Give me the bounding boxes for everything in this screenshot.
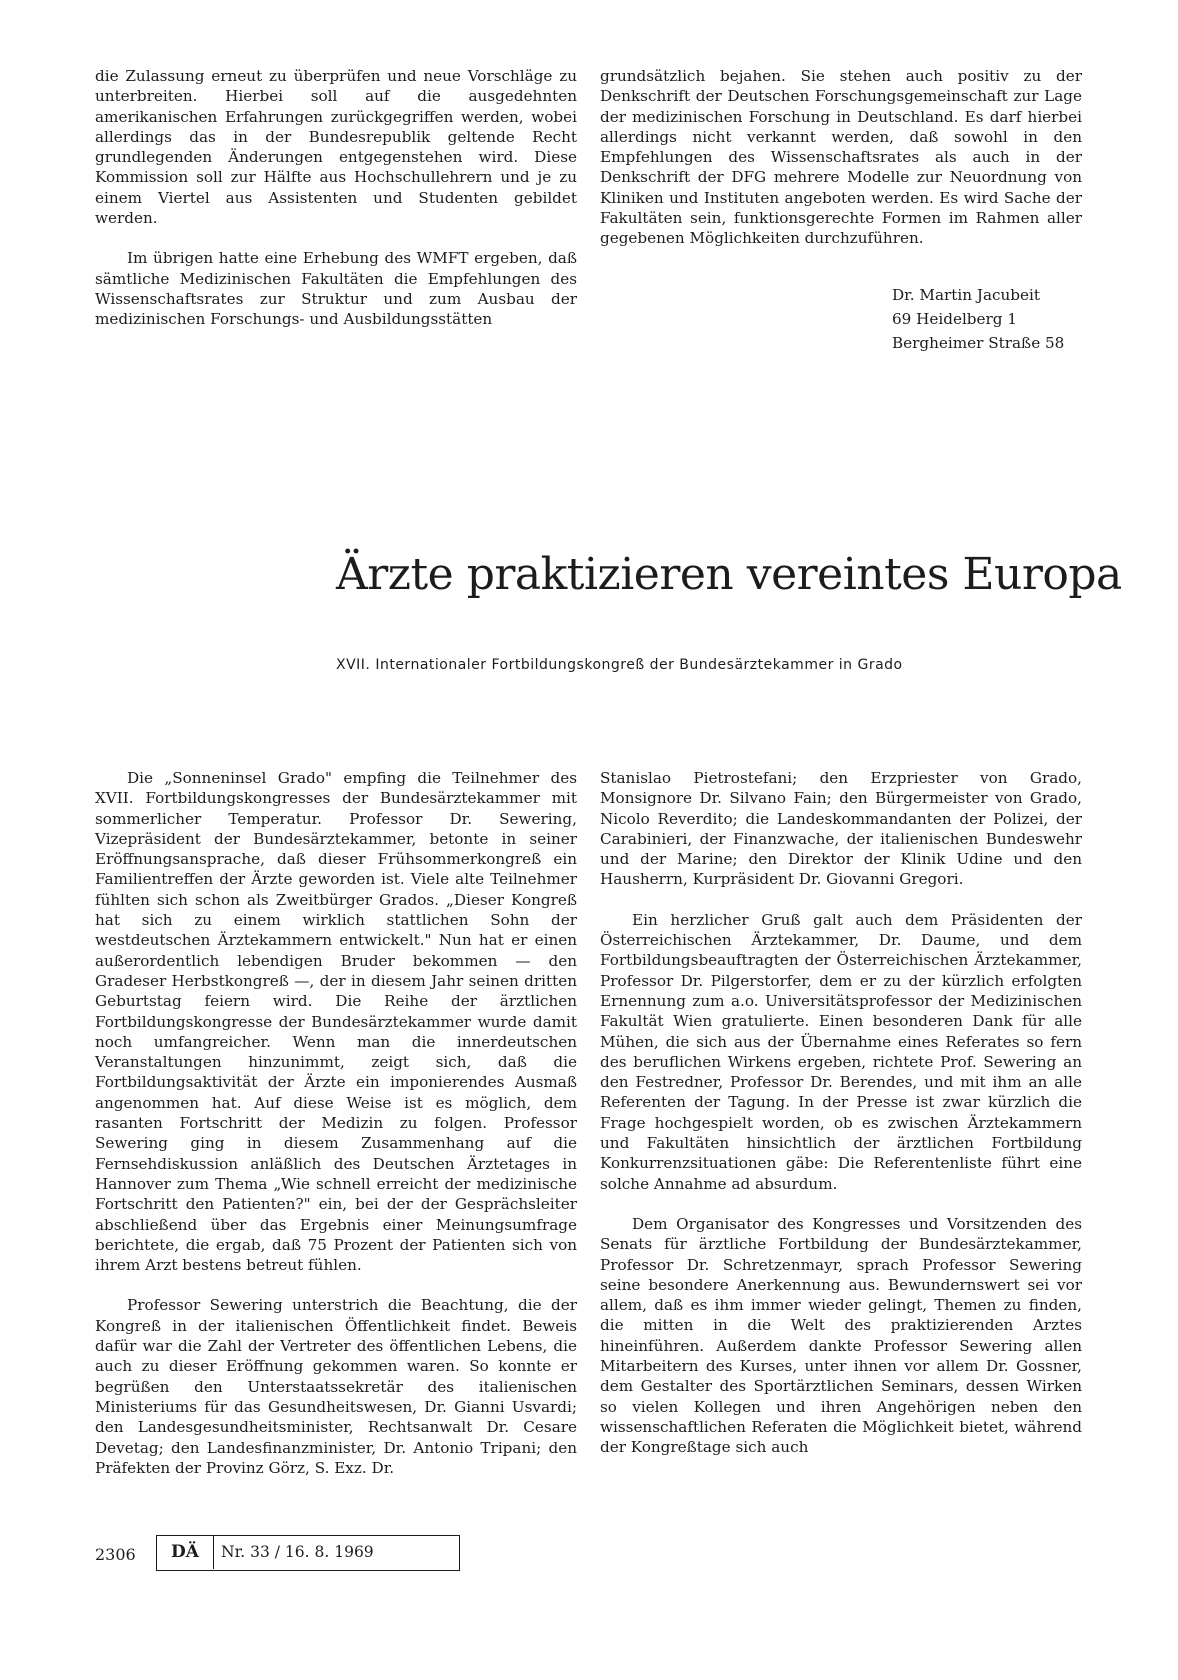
- issue-label: Nr. 33 / 16. 8. 1969: [221, 1543, 374, 1561]
- paragraph: Ein herzlicher Gruß galt auch dem Präsidenten der Österreichischen Ärztekammer, Dr. Daume, und dem Fortbildungsbeauftragten der Österreichischen Ärztekammer, Professor Dr. Pilgerstorfer, dem er zu der kürzlich erfolgten Ernennung zum a.o. Universitätsprofessor der Medizinischen Fakultät Wien gratulierte. Einen besonderen Dank für alle Mühen, die sich aus der Übernahme eines Referates so fern des beruflichen Wirkens ergeben, richtete Prof. Sewering an den Festredner, Professor Dr. Berendes, und mit ihm an alle Referenten der Tagung. In der Presse ist zwar kürzlich die Frage hochgespielt worden, ob es zwischen Ärztekammern und Fakultäten hinsichtlich der ärztlichen Fortbildung Konkurrenzsituationen gäbe: Die Referentenliste führt eine solche Annahme ad absurdum.: [600, 910, 1082, 1193]
- previous-article-column-right: [600, 66, 1082, 249]
- article-subtitle: XVII. Internationaler Fortbildungskongreß der Bundesärztekammer in Grado: [336, 657, 903, 673]
- paragraph: Die „Sonneninsel Grado" empfing die Teilnehmer des XVII. Fortbildungskongresses der Bundesärztekammer mit sommerlicher Temperatur. Professor Dr. Sewering, Vizepräsident der Bundesärztekammer, betonte in seiner Eröffnungsansprache, daß dieser Frühsommerkongreß ein Familientreffen der Ärzte geworden ist. Viele alte Teilnehmer fühlten sich schon als Zweitbürger Grados. „Dieser Kongreß hat sich zu einem wirklich stattlichen Sohn der westdeutschen Ärztekammern entwickelt." Nun hat er einen außerordentlich lebendigen Bruder bekommen — den Gradeser Herbstkongreß —, der in diesem Jahr seinen dritten Geburtstag feiern wird. Die Reihe der ärztlichen Fortbildungskongresse der Bundesärztekammer wurde damit noch umfangreicher. Wenn man die innerdeutschen Veranstaltungen hinzunimmt, zeigt sich, daß die Fortbildungsaktivität der Ärzte ein imponierendes Ausmaß angenommen hat. Auf diese Weise ist es möglich, dem rasanten Fortschritt der Medizin zu folgen. Professor Sewering ging in diesem Zusammenhang auf die Fernsehdiskussion anläßlich des Deutschen Ärztetages in Hannover zum Thema „Wie schnell erreicht der medizinische Fortschritt den Patienten?" ein, bei der der Gesprächsleiter abschließend über das Ergebnis einer Meinungsumfrage berichtete, die ergab, daß 75 Prozent der Patienten sich von ihrem Arzt bestens betreut fühlen.: [95, 769, 577, 1275]
- paragraph: die Zulassung erneut zu überprüfen und neue Vorschläge zu unterbreiten. Hierbei soll auf die ausgedehnten amerikanischen Erfahrungen zurückgegriffen werden, wobei allerdings das in der Bundesrepublik geltende Recht grundlegenden Änderungen entgegenstehen wird. Diese Kommission soll zur Hälfte aus Hochschullehrern und je zu einem Viertel aus Assistenten und Studenten gebildet werden.: [95, 67, 577, 228]
- page-number: 2306: [95, 1545, 136, 1564]
- paragraph: Professor Sewering unterstrich die Beachtung, die der Kongreß in der italienischen Öffentlichkeit findet. Beweis dafür war die Zahl der Vertreter des öffentlichen Lebens, die auch zu dieser Eröffnung gekommen waren. So konnte er begrüßen den Unterstaatssekretär des italienischen Ministeriums für das Gesundheitswesen, Dr. Gianni Usvardi; den Landesgesundheitsminister, Rechtsanwalt Dr. Cesare Devetag; den Landesfinanzminister, Dr. Antonio Tripani; den Präfekten der Provinz Görz, S. Exz. Dr.: [95, 1296, 577, 1477]
- signature-name: Dr. Martin Jacubeit: [892, 286, 1040, 304]
- letter-signature: [892, 283, 1112, 355]
- article-column-left: [95, 768, 577, 1478]
- journal-logo: DÄ: [157, 1536, 214, 1569]
- paragraph: Im übrigen hatte eine Erhebung des WMFT ergeben, daß sämtliche Medizinischen Fakultäten die Empfehlungen des Wissenschaftsrates zur Struktur und zum Ausbau der medizinischen Forschungs- und Ausbildungsstätten: [95, 249, 577, 329]
- article-title: Ärzte praktizieren vereintes Europa: [336, 549, 1122, 600]
- paragraph: Stanislao Pietrostefani; den Erzpriester von Grado, Monsignore Dr. Silvano Fain; den Bürgermeister von Grado, Nicolo Reverdito; die Landeskommandanten der Polizei, der Carabinieri, der Finanzwache, der italienischen Bundeswehr und der Marine; den Direktor der Klinik Udine und den Hausherrn, Kurpräsident Dr. Giovanni Gregori.: [600, 769, 1082, 889]
- paragraph: grundsätzlich bejahen. Sie stehen auch positiv zu der Denkschrift der Deutschen Forschungsgemeinschaft zur Lage der medizinischen Forschung in Deutschland. Es darf hierbei allerdings nicht verkannt werden, daß sowohl in den Empfehlungen des Wissenschaftsrates als auch in der Denkschrift der DFG mehrere Modelle zur Neuordnung von Kliniken und Instituten angeboten werden. Es wird Sache der Fakultäten sein, funktionsgerechte Formen im Rahmen aller gegebenen Möglichkeiten durchzuführen.: [600, 67, 1082, 248]
- previous-article-column-left: [95, 66, 577, 330]
- article-column-right: [600, 768, 1082, 1458]
- paragraph: Dem Organisator des Kongresses und Vorsitzenden des Senats für ärztliche Fortbildung der Bundesärztekammer, Professor Dr. Schretzenmayr, sprach Professor Sewering seine besondere Anerkennung aus. Bewundernswert sei vor allem, daß es ihm immer wieder gelingt, Themen zu finden, die mitten in die Welt des praktizierenden Arztes hineinführen. Außerdem dankte Professor Sewering allen Mitarbeitern des Kurses, unter ihnen vor allem Dr. Gossner, dem Gestalter des Sportärztlichen Seminars, dessen Wirken so vielen Kollegen und ihren Angehörigen neben den wissenschaftlichen Referaten die Möglichkeit bietet, während der Kongreßtage sich auch: [600, 1214, 1082, 1457]
- signature-city: 69 Heidelberg 1: [892, 310, 1017, 328]
- journal-issue-box: [156, 1535, 460, 1571]
- signature-street: Bergheimer Straße 58: [892, 334, 1065, 352]
